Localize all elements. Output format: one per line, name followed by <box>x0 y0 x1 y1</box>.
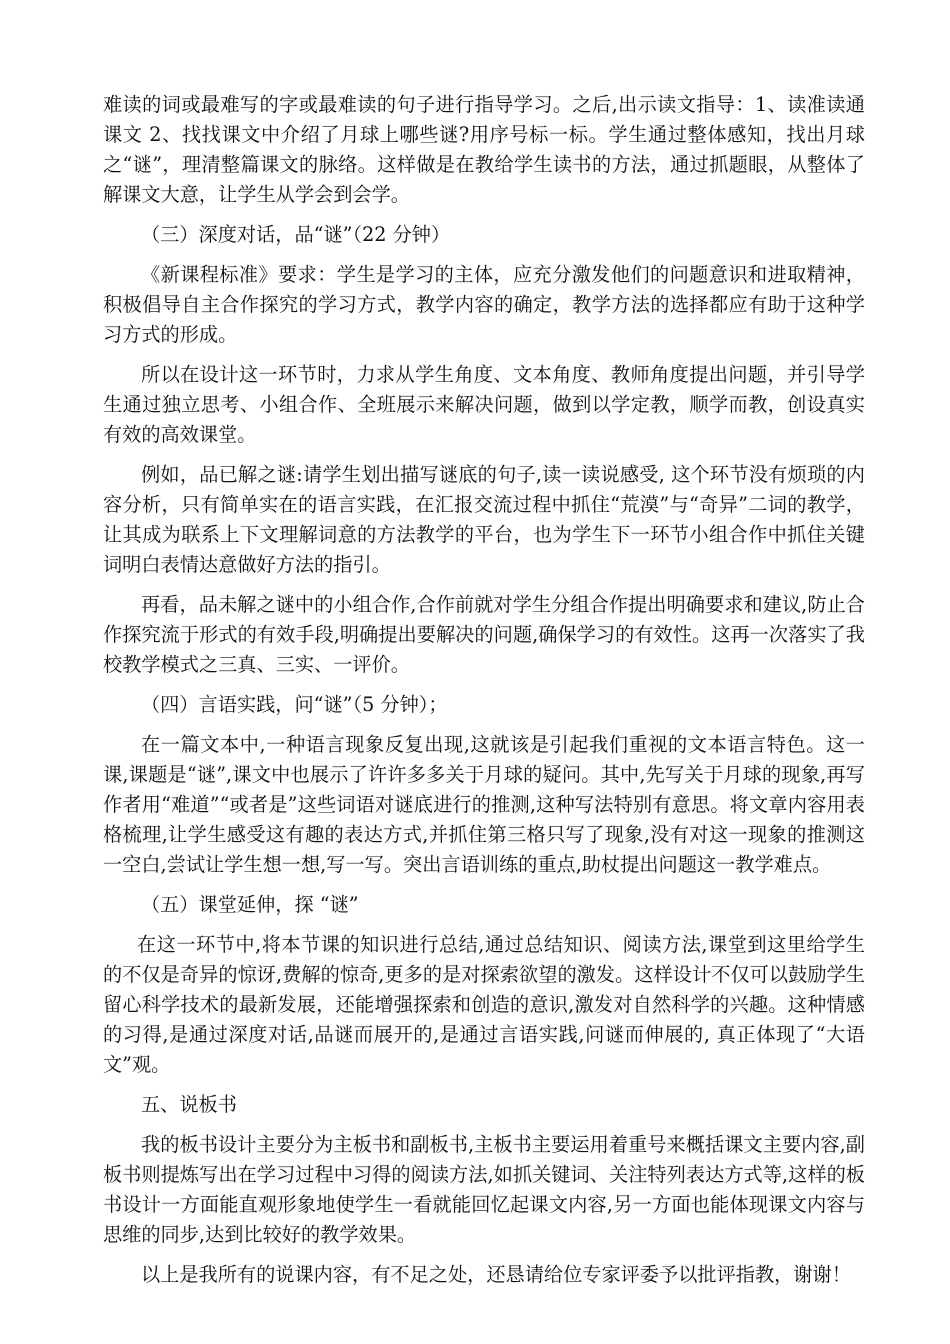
section-heading-blackboard: 五、说板书 <box>141 1093 237 1116</box>
paragraph-blackboard-design: 我的板书设计主要分为主板书和副板书,主板书主要运用着重号来概括课文主要内容,副板书则提炼写出在学习过程中习得的阅读方法,如抓关键词、关注特列表达方式等,这样的板书设计一方面能直观形象地使学生一看就能回忆起课文内容,另一方面也能体现课文内容与思维的同步,达到比较好的教学效果。 <box>103 1133 865 1246</box>
document-page <box>103 90 865 1300</box>
section-heading-extension: （五）课堂延伸，探 “谜” <box>141 893 359 916</box>
paragraph-summary: 在这一环节中,将本节课的知识进行总结,通过总结知识、阅读方法,课堂到这里给学生的不仅是奇异的惊讶,费解的惊奇,更多的是对探索欲望的激发。这样设计不仅可以鼓励学生留心科学技术的最新发展，还能增强探索和创造的意识,激发对自然科学的兴趣。这种情感的习得,是通过深度对话,品谜而展开的,是通过言语实践,问谜而伸展的, 真正体现了“大语文”观。 <box>103 933 865 1076</box>
paragraph-solved-mystery: 例如，品已解之谜:请学生划出描写谜底的句子,读一读说感受, 这个环节没有烦琐的内容分析，只有简单实在的语言实践，在汇报交流过程中抓住“荒漠”与“奇异”二词的教学，让其成为联系上下文理解词意的方法教学的平台，也为学生下一环节小组合作中抓住关键词明白表情达意做好方法的指引。 <box>103 463 865 576</box>
section-heading-deep-dialogue: （三）深度对话，品“谜”（22 分钟） <box>141 223 451 246</box>
paragraph-design-intent: 所以在设计这一环节时，力求从学生角度、文本角度、教师角度提出问题，并引导学生通过独立思考、小组合作、全班展示来解决问题，做到以学定教，顺学而教，创设真实有效的高效课堂。 <box>103 363 865 446</box>
paragraph-curriculum-standard: 《新课程标准》要求：学生是学习的主体，应充分激发他们的问题意识和进取精神，积极倡导自主合作探究的学习方式，教学内容的确定，教学方法的选择都应有助于这种学习方式的形成。 <box>103 263 865 346</box>
paragraph-reading-guidance: 难读的词或最难写的字或最难读的句子进行指导学习。之后,出示读文指导：1、读准读通课文 2、找找课文中介绍了月球上哪些谜?用序号标一标。学生通过整体感知，找出月球之“谜”，理清整篇课文的脉络。这样做是在教给学生读书的方法，通过抓题眼，从整体了解课文大意，让学生从学会到会学。 <box>103 93 865 206</box>
paragraph-language-feature: 在一篇文本中,一种语言现象反复出现,这就该是引起我们重视的文本语言特色。这一课,课题是“谜”,课文中也展示了许许多多关于月球的疑问。其中,先写关于月球的现象,再写作者用“难道”“或者是”这些词语对谜底进行的推测,这种写法特别有意思。将文章内容用表格梳理,让学生感受这有趣的表达方式,并抓住第三格只写了现象,没有对这一现象的推测这一空白,尝试让学生想一想,写一写。突出言语训练的重点,助杖提出问题这一教学难点。 <box>103 733 865 876</box>
paragraph-group-cooperation: 再看，品未解之谜中的小组合作,合作前就对学生分组合作提出明确要求和建议,防止合作探究流于形式的有效手段,明确提出要解决的问题,确保学习的有效性。这再一次落实了我校教学模式之三真、三实、一评价。 <box>103 593 865 676</box>
section-heading-language-practice: （四）言语实践，问“谜”（5 分钟）； <box>141 693 448 716</box>
paragraph-closing: 以上是我所有的说课内容，有不足之处，还恳请给位专家评委予以批评指教，谢谢！ <box>141 1263 851 1286</box>
